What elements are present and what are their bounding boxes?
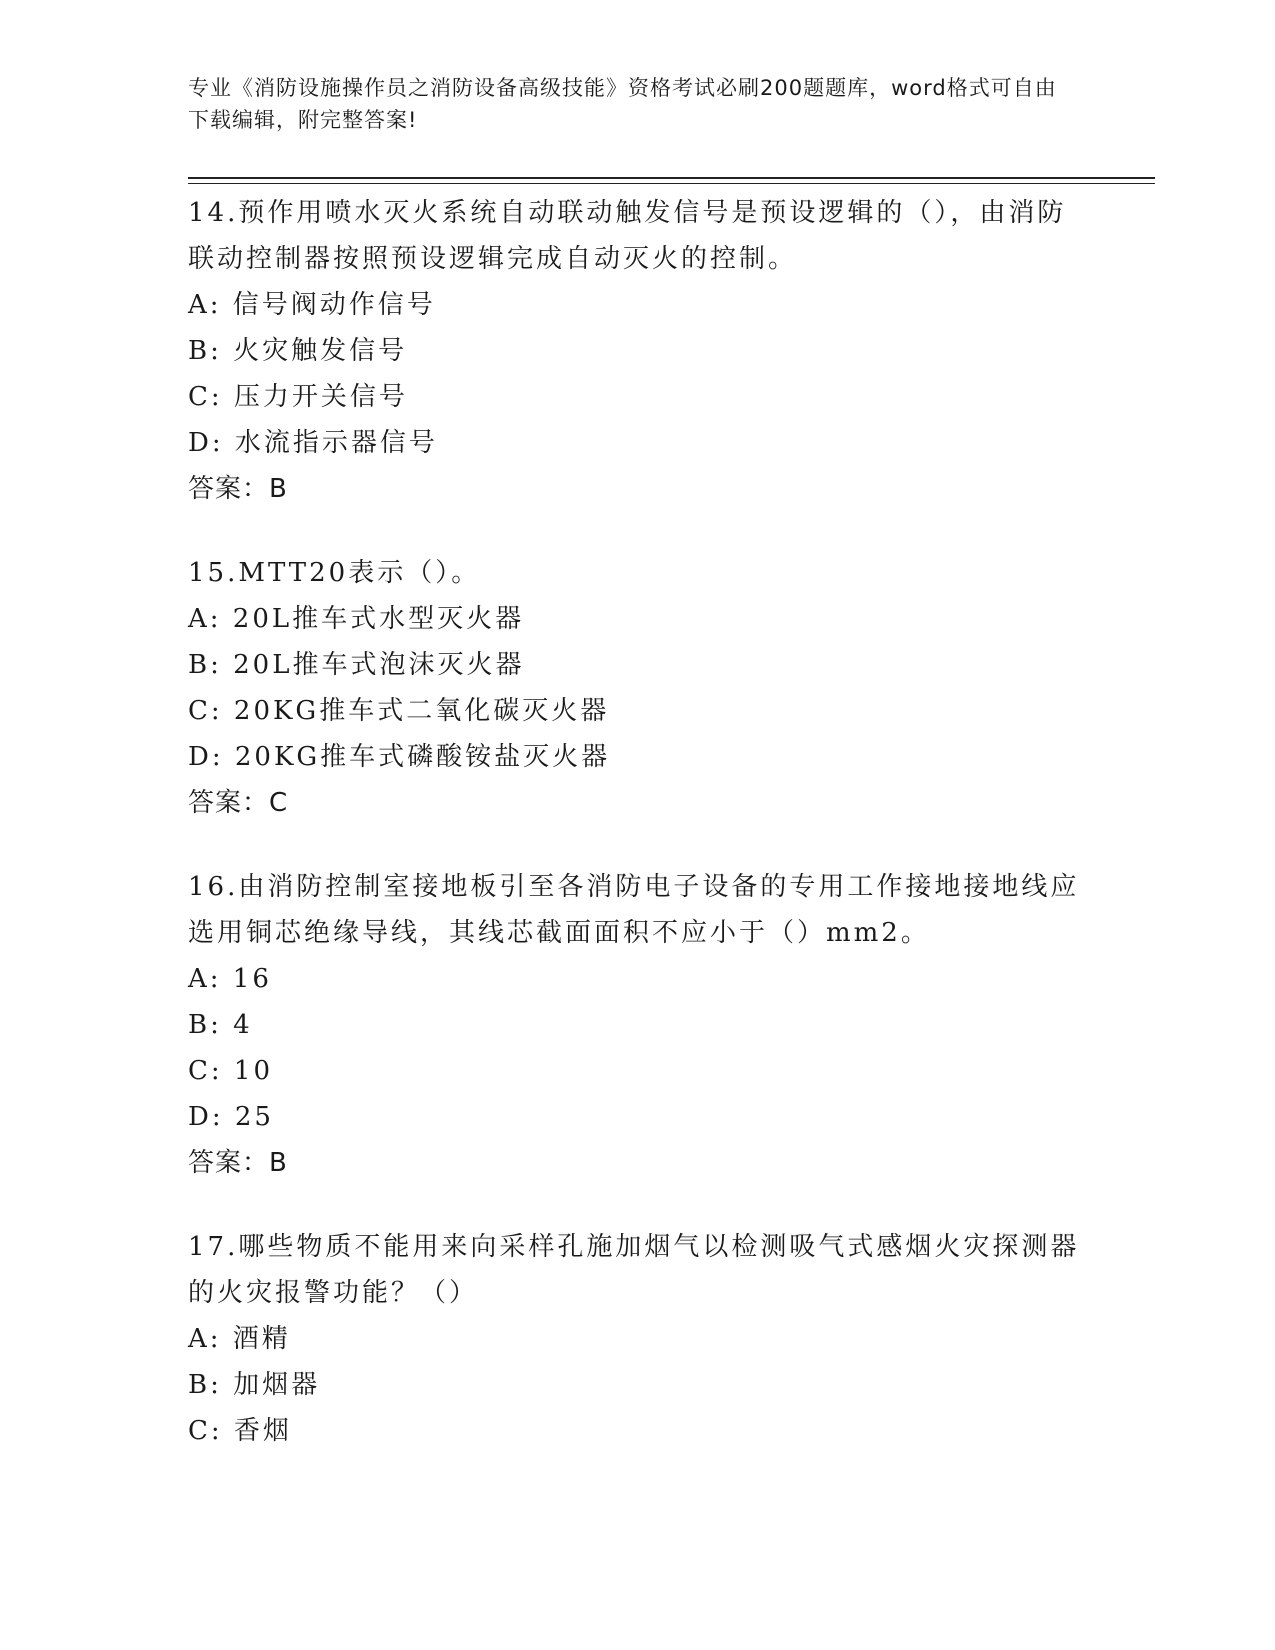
- option-a: A: 酒精: [188, 1324, 291, 1354]
- question-stem: 17.哪些物质不能用来向采样孔施加烟气以检测吸气式感烟火灾探测器的火灾报警功能？（）: [188, 1232, 1080, 1308]
- option-c: C: 10: [188, 1056, 274, 1086]
- answer-line: 答案：B: [188, 474, 288, 504]
- option-c: C: 香烟: [188, 1416, 292, 1446]
- question-15: [188, 550, 1088, 826]
- option-a: A: 信号阀动作信号: [188, 290, 436, 320]
- question-16: [188, 864, 1088, 1186]
- question-17: [188, 1224, 1088, 1454]
- option-b: B: 4: [188, 1010, 253, 1040]
- question-stem: 14.预作用喷水灭火系统自动联动触发信号是预设逻辑的（），由消防联动控制器按照预设逻辑完成自动灭火的控制。: [188, 198, 1067, 274]
- option-b: B: 20L推车式泡沫灭火器: [188, 650, 525, 680]
- option-c: C: 压力开关信号: [188, 382, 408, 412]
- question-stem: 15.MTT20表示（）。: [188, 558, 481, 588]
- option-c: C: 20KG推车式二氧化碳灭火器: [188, 696, 610, 726]
- option-d: D: 水流指示器信号: [188, 428, 438, 458]
- header-divider-thick: [188, 177, 1155, 179]
- option-d: D: 25: [188, 1102, 274, 1132]
- document-header: 专业《消防设施操作员之消防设备高级技能》资格考试必刷200题题库，word格式可自由下载编辑，附完整答案!: [188, 76, 1057, 132]
- answer-line: 答案：B: [188, 1148, 288, 1178]
- header-divider-thin: [188, 183, 1155, 184]
- question-stem: 16.由消防控制室接地板引至各消防电子设备的专用工作接地接地线应选用铜芯绝缘导线，其线芯截面面积不应小于（）mm2。: [188, 872, 1080, 948]
- option-b: B: 加烟器: [188, 1370, 321, 1400]
- question-list: [188, 190, 1088, 1492]
- option-a: A: 16: [188, 964, 272, 994]
- option-d: D: 20KG推车式磷酸铵盐灭火器: [188, 742, 611, 772]
- question-14: [188, 190, 1088, 512]
- option-a: A: 20L推车式水型灭火器: [188, 604, 525, 634]
- answer-line: 答案：C: [188, 788, 289, 818]
- option-b: B: 火灾触发信号: [188, 336, 408, 366]
